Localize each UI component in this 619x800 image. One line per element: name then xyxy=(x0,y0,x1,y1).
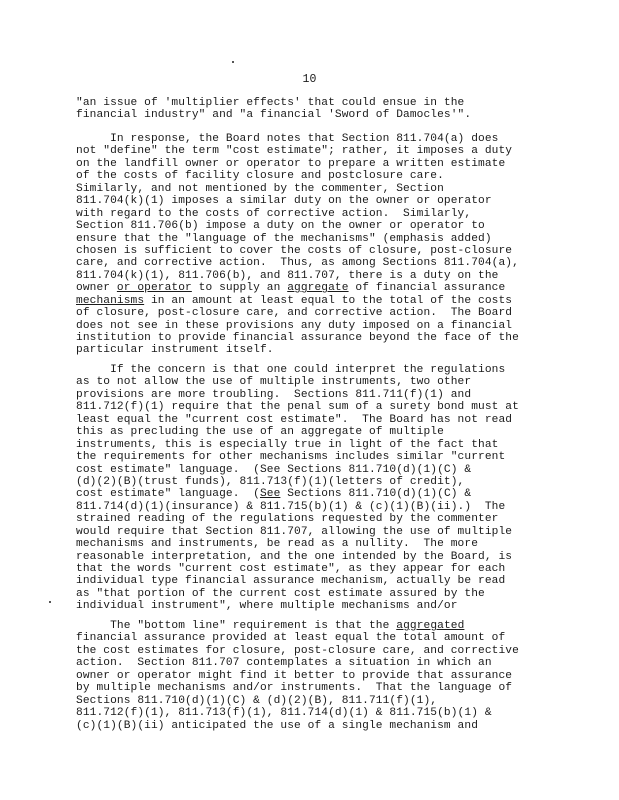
paragraph-1: "an issue of 'multiplier effects' that could ensue in the financial industry" and "a financial 'Sword of Damocles'". xyxy=(76,97,472,122)
see-citation-line: cost estimate" language. (See Sections 811.710(d)(1)(C) & xyxy=(76,488,472,501)
paragraph-3: If the concern is that one could interpret the regulations as to not allow the use of multiple instruments, two other provisions are more troubling. Sections 811.711(f)(1) and 811.712(f)(1) require that the penal sum of a surety bond must at least equal the "current cost estimate". The Board has not read this as precluding the use of an aggregate of multiple instruments, this is especially true in light of the fact that the requirements for other mechanisms includes similar "current cost estimate" language. (See Sections 811.710(d)(1)(C) & (d)(2)(B)(trust funds), 811.713(f)(1)(letters of credit), cost estimate" language. (See Sections 811.710(d)(1)(C) & 811.714(d)(1)(insurance) & 811.715(b)(1) & (c)(1)(B)(ii).) The strained reading of the regulations requested by the commenter would require that Section 811.707, allowing the use of multiple mechanisms and instruments, be read as a nullity. The more reasonable interpretation, and the one intended by the Board, is that the words "current cost estimate", as they appear for each individual type financial assurance mechanism, actually be read as "that portion of the current cost estimate assured by the individual instrument", where multiple mechanisms and/or xyxy=(76,364,519,613)
aggregated-line: The "bottom line" requirement is that the aggregated xyxy=(76,620,465,632)
paragraph-2: In response, the Board notes that Section 811.704(a) does not "define" the term "cost estimate"; rather, it imposes a duty on the landfill owner or operator to prepare a written estimate of the costs of facility closure and postclosure care. Similarly, and not mentioned by the commenter, Section 811.704(k)(1) imposes a similar duty on the owner or operator with regard to the costs of corrective action. Similarly, Section 811.706(b) impose a duty on the owner or operator to ensure that the "language of the mechanisms" (emphasis added) chosen is sufficient to cover the costs of closure, post-closure care, and corrective action. Thus, as among Sections 811.704(a), 811.704(k)(1), 811.706(b), and 811.707, there is a duty on the owner or operator to supply an aggregate of financial assurance mechanisms in an amount at least equal to the total of the costs of closure, post-closure care, and corrective action. The Board does not see in these provisions any duty imposed on a financial institution to provide financial assurance beyond the face of the particular instrument itself. xyxy=(76,133,519,357)
page-number: 10 xyxy=(302,73,317,86)
line-with-underlines: owner or operator to supply an aggregate of financial assurance xyxy=(76,282,506,295)
paragraph-4: The "bottom line" requirement is that the aggregated financial assurance provided at least equal the total amount of the cost estimates for closure, post-closure care, and corrective action. Section 811.707 contemplates a situation in which an owner or operator might find it better to provide that assurance by multiple mechanisms and/or instruments. That the language of Sections 811.710(d)(1)(C) & (d)(2)(B), 811.711(f)(1), 811.712(f)(1), 811.713(f)(1), 811.714(d)(1) & 811.715(b)(1) & (c)(1)(B)(ii) anticipated the use of a single mechanism and xyxy=(76,620,519,732)
